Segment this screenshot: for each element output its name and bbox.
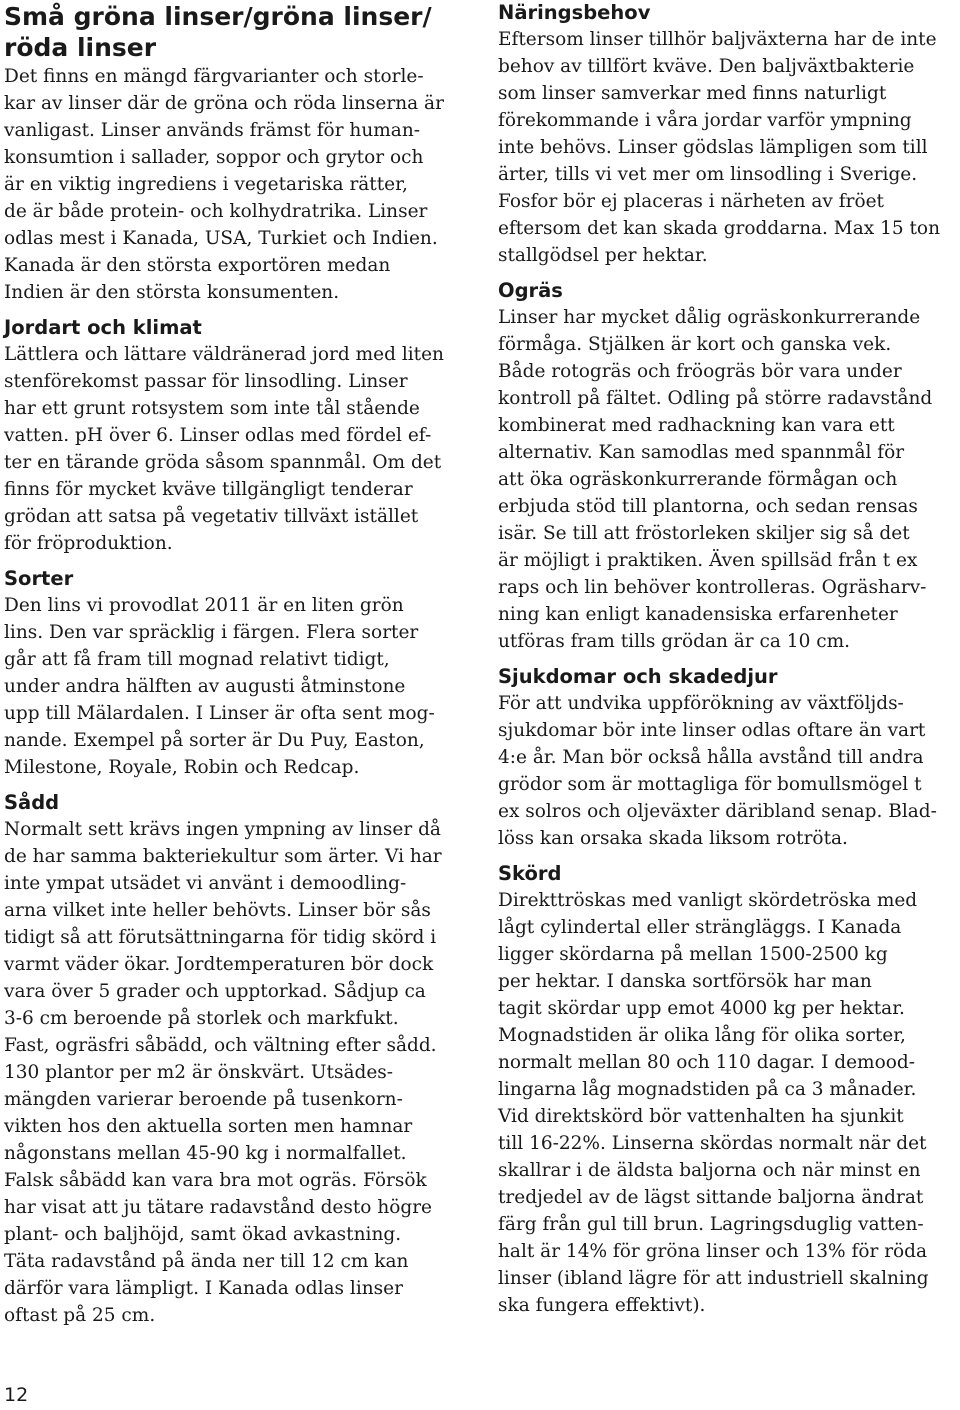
text-line: förmåga. Stjälken är kort och ganska vek. <box>498 334 892 355</box>
text-line: Indien är den största konsumenten. <box>4 282 340 303</box>
text-line: lins. Den var spräcklig i färgen. Flera sorter <box>4 622 419 643</box>
text-line: ligger skördarna på mellan 1500-2500 kg <box>498 944 888 965</box>
text-line: inte ympat utsädet vi använt i demoodling- <box>4 873 407 894</box>
sorter-paragraph <box>4 592 474 781</box>
text-line: Mognadstiden är olika lång för olika sorter, <box>498 1025 906 1046</box>
text-line: normalt mellan 80 och 110 dagar. I demood- <box>498 1052 915 1073</box>
text-line: Falsk såbädd kan vara bra mot ogräs. Försök <box>4 1170 427 1191</box>
text-line: Täta radavstånd på ända ner till 12 cm kan <box>4 1251 409 1272</box>
text-line: kombinerat med radhackning kan vara ett <box>498 415 895 436</box>
text-line: har visat att ju tätare radavstånd desto högre <box>4 1197 433 1218</box>
text-line: grödor som är mottagliga för bomullsmögel t <box>498 774 922 795</box>
text-line: stallgödsel per hektar. <box>498 245 708 266</box>
text-line: Kanada är den största exportören medan <box>4 255 391 276</box>
left-column <box>4 0 474 1329</box>
text-line: lågt cylindertal eller strängläggs. I Kanada <box>498 917 902 938</box>
text-line: vara över 5 grader och upptorkad. Sådjup ca <box>4 981 426 1002</box>
text-line: raps och lin behöver kontrolleras. Ogräsharv- <box>498 577 927 598</box>
sorter-heading: Sorter <box>4 567 74 590</box>
text-line: vatten. pH över 6. Linser odlas med fördel ef- <box>4 425 432 446</box>
skord-heading: Skörd <box>498 862 562 885</box>
text-line: Linser har mycket dålig ogräskonkurrerande <box>498 307 921 328</box>
jordart-paragraph <box>4 341 474 557</box>
text-line: de har samma bakteriekultur som ärter. Vi har <box>4 846 442 867</box>
text-line: ning kan enligt kanadensiska erfarenheter <box>498 604 898 625</box>
sjukdomar-paragraph <box>498 690 960 852</box>
text-line: finns för mycket kväve tillgängligt tenderar <box>4 479 413 500</box>
text-line: erbjuda stöd till plantorna, och sedan rensas <box>498 496 918 517</box>
sjukdomar-heading: Sjukdomar och skadedjur <box>498 665 778 688</box>
text-line: Den lins vi provodlat 2011 är en liten grön <box>4 595 404 616</box>
text-line: ex solros och oljeväxter däribland senap. Blad- <box>498 801 937 822</box>
text-line: mängden varierar beroende på tusenkorn- <box>4 1089 403 1110</box>
naringsbehov-heading: Näringsbehov <box>498 1 651 24</box>
text-line: Både rotogräs och fröogräs bör vara under <box>498 361 902 382</box>
page-number: 12 <box>4 1384 29 1406</box>
text-line: Fosfor bör ej placeras i närheten av fröet <box>498 191 884 212</box>
text-line: de är både protein- och kolhydratrika. Linser <box>4 201 428 222</box>
sadd-heading: Sådd <box>4 791 60 814</box>
text-line: lingarna låg mognadstiden på ca 3 månader. <box>498 1079 917 1100</box>
text-line: vanligast. Linser används främst för human- <box>4 120 420 141</box>
text-line: ter en tärande gröda såsom spannmål. Om det <box>4 452 442 473</box>
jordart-heading: Jordart och klimat <box>4 316 202 339</box>
text-line: 3-6 cm beroende på storlek och markfukt. <box>4 1008 399 1029</box>
text-line: färg från gul till brun. Lagringsduglig vatten- <box>498 1214 924 1235</box>
ogras-heading: Ogräs <box>498 279 563 302</box>
text-line: vikten hos den aktuella sorten men hamnar <box>4 1116 413 1137</box>
text-line: tagit skördar upp emot 4000 kg per hektar. <box>498 998 905 1019</box>
text-line: Fast, ogräsfri såbädd, och vältning efter sådd. <box>4 1035 437 1056</box>
text-line: är en viktig ingrediens i vegetariska rätter, <box>4 174 408 195</box>
text-line: odlas mest i Kanada, USA, Turkiet och Indien. <box>4 228 438 249</box>
skord-paragraph <box>498 887 960 1319</box>
text-line: att öka ogräskonkurrerande förmågan och <box>498 469 898 490</box>
text-line: halt är 14% för gröna linser och 13% för röda <box>498 1241 928 1262</box>
text-line: är möjligt i praktiken. Även spillsäd från t ex <box>498 550 918 571</box>
text-line: Normalt sett krävs ingen ympning av linser då <box>4 819 441 840</box>
naringsbehov-paragraph <box>498 26 960 269</box>
text-line: utföras fram tills grödan är ca 10 cm. <box>498 631 851 652</box>
text-line: oftast på 25 cm. <box>4 1305 156 1326</box>
ogras-paragraph <box>498 304 960 655</box>
text-line: har ett grunt rotsystem som inte tål stående <box>4 398 420 419</box>
article-title <box>4 0 474 63</box>
text-line: förekommande i våra jordar varför ympning <box>498 110 912 131</box>
text-line: grödan att satsa på vegetativ tillväxt istället <box>4 506 419 527</box>
text-line: ärter, tills vi vet mer om linsodling i Sverige. <box>498 164 918 185</box>
text-line: konsumtion i sallader, soppor och grytor och <box>4 147 424 168</box>
text-line: Lättlera och lättare väldränerad jord med liten <box>4 344 444 365</box>
text-line: inte behövs. Linser gödslas lämpligen som till <box>498 137 928 158</box>
text-line: sjukdomar bör inte linser odlas oftare än vart <box>498 720 926 741</box>
intro-paragraph <box>4 63 474 306</box>
text-line: per hektar. I danska sortförsök har man <box>498 971 872 992</box>
text-line: isär. Se till att fröstorleken skiljer sig så det <box>498 523 910 544</box>
text-line: behov av tillfört kväve. Den baljväxtbakterie <box>498 56 915 77</box>
text-line: Direkttröskas med vanligt skördetröska med <box>498 890 918 911</box>
text-line: därför vara lämpligt. I Kanada odlas linser <box>4 1278 403 1299</box>
text-line: till 16-22%. Linserna skördas normalt när det <box>498 1133 927 1154</box>
text-line: för fröproduktion. <box>4 533 173 554</box>
text-line: tredjedel av de lägst sittande baljorna ändrat <box>498 1187 924 1208</box>
text-line: arna vilket inte heller behövts. Linser bör sås <box>4 900 431 921</box>
text-line: ska fungera effektivt). <box>498 1295 706 1316</box>
text-line: går att få fram till mognad relativt tidigt, <box>4 649 390 670</box>
text-line: stenförekomst passar för linsodling. Linser <box>4 371 408 392</box>
title-line: röda linser <box>4 33 157 62</box>
text-line: nande. Exempel på sorter är Du Puy, Easton, <box>4 730 425 751</box>
sadd-paragraph <box>4 816 474 1329</box>
text-line: Det finns en mängd färgvarianter och storle- <box>4 66 424 87</box>
text-line: någonstans mellan 45-90 kg i normalfallet. <box>4 1143 407 1164</box>
text-line: Eftersom linser tillhör baljväxterna har de inte <box>498 29 937 50</box>
text-line: som linser samverkar med finns naturligt <box>498 83 887 104</box>
text-line: Vid direktskörd bör vattenhalten ha sjunkit <box>498 1106 904 1127</box>
text-line: tidigt så att förutsättningarna för tidig skörd i <box>4 927 437 948</box>
text-line: kar av linser där de gröna och röda linserna är <box>4 93 444 114</box>
text-line: 4:e år. Man bör också hålla avstånd till andra <box>498 747 924 768</box>
title-line: Små gröna linser/gröna linser/ <box>4 2 432 31</box>
text-line: löss kan orsaka skada liksom rotröta. <box>498 828 848 849</box>
text-line: 130 plantor per m2 är önskvärt. Utsädes- <box>4 1062 394 1083</box>
text-line: skallrar i de äldsta baljorna och när minst en <box>498 1160 921 1181</box>
text-line: varmt väder ökar. Jordtemperaturen bör dock <box>4 954 434 975</box>
text-line: För att undvika uppförökning av växtföljds- <box>498 693 904 714</box>
text-line: plant- och baljhöjd, samt ökad avkastning. <box>4 1224 402 1245</box>
text-line: alternativ. Kan samodlas med spannmål för <box>498 442 905 463</box>
text-line: under andra hälften av augusti åtminstone <box>4 676 406 697</box>
right-column <box>498 0 960 1319</box>
text-line: eftersom det kan skada groddarna. Max 15 ton <box>498 218 940 239</box>
text-line: linser (ibland lägre för att industriell skalning <box>498 1268 929 1289</box>
text-line: Milestone, Royale, Robin och Redcap. <box>4 757 360 778</box>
text-line: upp till Mälardalen. I Linser är ofta sent mog- <box>4 703 435 724</box>
text-line: kontroll på fältet. Odling på större radavstånd <box>498 388 933 409</box>
